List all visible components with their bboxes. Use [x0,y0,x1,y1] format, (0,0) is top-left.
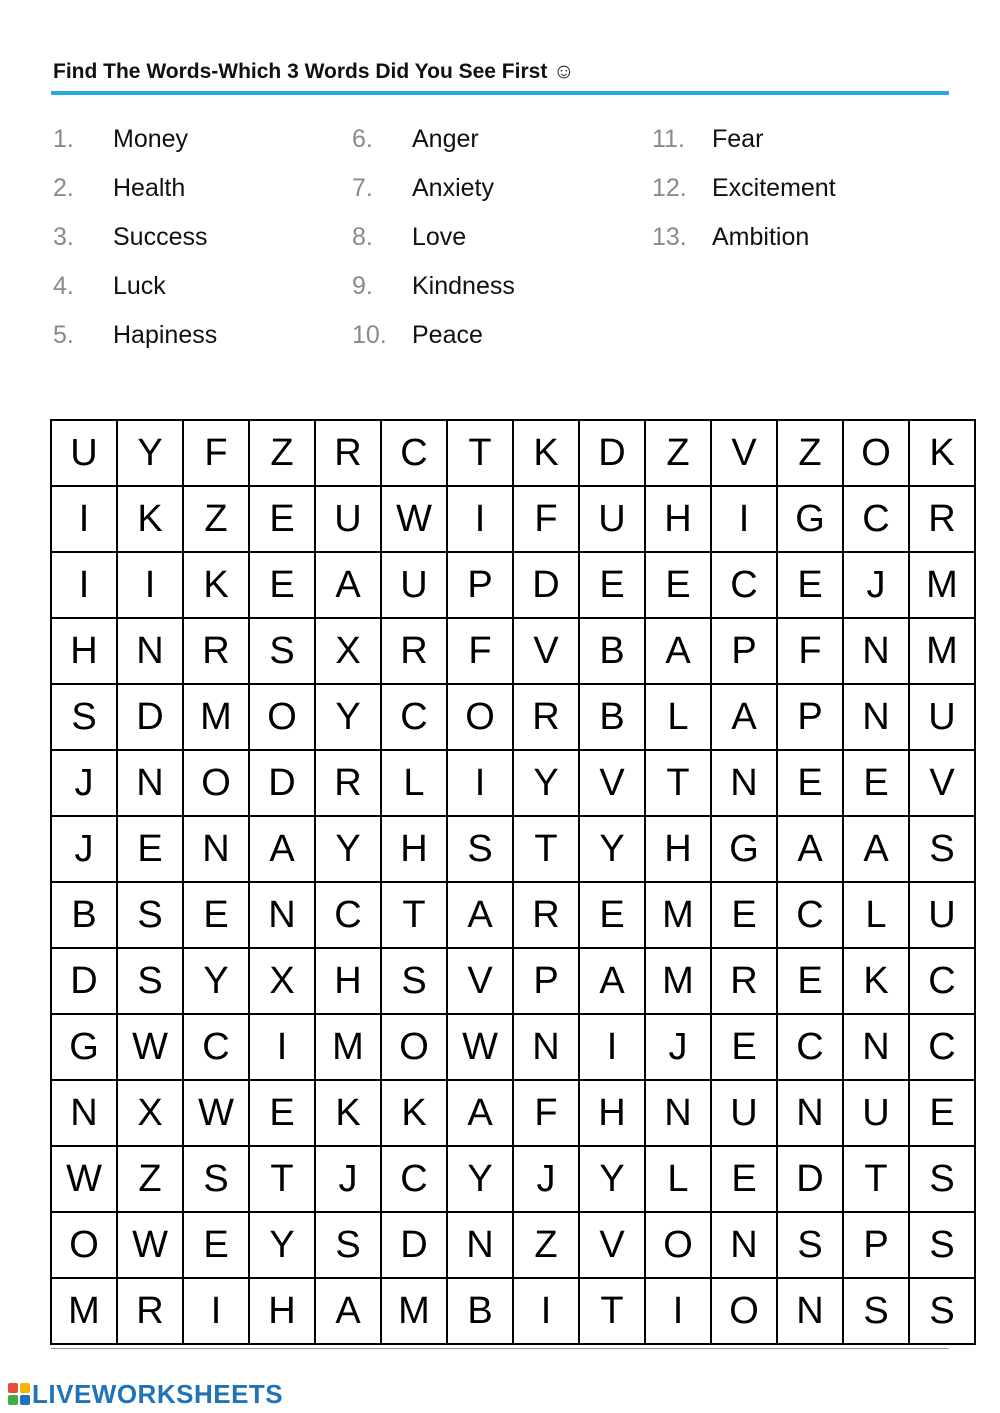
word-number: 12. [652,174,687,202]
grid-cell[interactable]: Z [117,1146,183,1212]
grid-cell[interactable]: I [579,1014,645,1080]
word-number: 7. [352,174,373,202]
word-number: 6. [352,125,373,153]
grid-cell[interactable]: V [579,750,645,816]
grid-cell[interactable]: P [711,618,777,684]
grid-cell[interactable]: M [645,948,711,1014]
grid-row [51,882,975,948]
grid-cell[interactable]: O [447,684,513,750]
grid-cell[interactable]: D [513,552,579,618]
grid-cell[interactable]: H [579,1080,645,1146]
word-text: Peace [412,321,483,349]
grid-cell[interactable]: E [183,882,249,948]
grid-cell[interactable]: G [711,816,777,882]
grid-cell[interactable]: O [843,420,909,486]
grid-cell[interactable]: Y [513,750,579,816]
grid-cell[interactable]: T [513,816,579,882]
grid-cell[interactable]: S [447,816,513,882]
grid-cell[interactable]: H [645,486,711,552]
grid-cell[interactable]: E [777,552,843,618]
grid-cell[interactable]: F [777,618,843,684]
grid-cell[interactable]: S [315,1212,381,1278]
grid-cell[interactable]: V [447,948,513,1014]
grid-cell[interactable]: M [381,1278,447,1344]
grid-cell[interactable]: J [51,750,117,816]
word-number: 1. [53,125,74,153]
grid-cell[interactable]: K [843,948,909,1014]
grid-cell[interactable]: R [711,948,777,1014]
grid-cell[interactable]: O [183,750,249,816]
word-number: 13. [652,223,687,251]
grid-cell[interactable]: E [249,1080,315,1146]
grid-row [51,684,975,750]
grid-cell[interactable]: J [645,1014,711,1080]
grid-cell[interactable]: K [381,1080,447,1146]
grid-cell[interactable]: A [447,1080,513,1146]
grid-cell[interactable]: Y [447,1146,513,1212]
grid-cell[interactable]: E [645,552,711,618]
grid-row [51,1278,975,1344]
grid-cell[interactable]: Z [645,420,711,486]
grid-cell[interactable]: R [513,684,579,750]
word-search-grid [50,419,976,1345]
grid-cell[interactable]: W [117,1014,183,1080]
grid-cell[interactable]: S [909,1146,975,1212]
word-text: Success [113,223,208,251]
word-text: Hapiness [113,321,218,349]
word-text: Anxiety [412,174,494,202]
grid-cell[interactable]: S [381,948,447,1014]
grid-cell[interactable]: D [579,420,645,486]
grid-cell[interactable]: N [711,750,777,816]
grid-cell[interactable]: Y [183,948,249,1014]
grid-cell[interactable]: N [777,1080,843,1146]
grid-cell[interactable]: Y [579,816,645,882]
grid-cell[interactable]: Y [249,1212,315,1278]
grid-cell[interactable]: E [579,552,645,618]
grid-cell[interactable]: C [381,1146,447,1212]
word-number: 5. [53,321,74,349]
word-number: 9. [352,272,373,300]
grid-cell[interactable]: F [513,486,579,552]
grid-cell[interactable]: U [843,1080,909,1146]
grid-cell[interactable]: W [183,1080,249,1146]
grid-cell[interactable]: D [381,1212,447,1278]
grid-row [51,486,975,552]
grid-cell[interactable]: G [777,486,843,552]
grid-cell[interactable]: R [315,750,381,816]
grid-cell[interactable]: E [117,816,183,882]
grid-cell[interactable]: M [909,618,975,684]
grid-cell[interactable]: N [711,1212,777,1278]
grid-cell[interactable]: B [579,618,645,684]
grid-cell[interactable]: O [645,1212,711,1278]
word-number: 3. [53,223,74,251]
grid-cell[interactable]: S [909,816,975,882]
grid-cell[interactable]: H [249,1278,315,1344]
word-text: Health [113,174,186,202]
grid-cell[interactable]: B [447,1278,513,1344]
grid-cell[interactable]: C [909,1014,975,1080]
grid-cell[interactable]: S [249,618,315,684]
grid-cell[interactable]: H [315,948,381,1014]
grid-cell[interactable]: X [249,948,315,1014]
grid-cell[interactable]: D [777,1146,843,1212]
grid-cell[interactable]: N [777,1278,843,1344]
grid-cell[interactable]: P [843,1212,909,1278]
word-text: Ambition [712,223,810,251]
grid-cell[interactable]: J [513,1146,579,1212]
grid-cell[interactable]: G [51,1014,117,1080]
word-number: 8. [352,223,373,251]
grid-cell[interactable]: I [51,552,117,618]
grid-cell[interactable]: N [183,816,249,882]
grid-cell[interactable]: E [711,1146,777,1212]
grid-cell[interactable]: L [645,1146,711,1212]
grid-cell[interactable]: I [249,1014,315,1080]
word-text: Excitement [712,174,836,202]
word-text: Kindness [412,272,515,300]
grid-cell[interactable]: V [711,420,777,486]
grid-cell[interactable]: N [249,882,315,948]
grid-cell[interactable]: Y [117,420,183,486]
grid-cell[interactable]: Z [777,420,843,486]
grid-cell[interactable]: P [777,684,843,750]
grid-cell[interactable]: O [711,1278,777,1344]
grid-cell[interactable]: N [645,1080,711,1146]
grid-cell[interactable]: W [117,1212,183,1278]
grid-cell[interactable]: E [777,948,843,1014]
grid-cell[interactable]: X [315,618,381,684]
logo-square [20,1395,30,1405]
grid-cell[interactable]: P [513,948,579,1014]
grid-cell[interactable]: E [249,486,315,552]
grid-cell[interactable]: N [843,684,909,750]
grid-cell[interactable]: S [909,1278,975,1344]
grid-cell[interactable]: E [249,552,315,618]
grid-cell[interactable]: V [579,1212,645,1278]
grid-cell[interactable]: C [183,1014,249,1080]
grid-cell[interactable]: R [381,618,447,684]
grid-cell[interactable]: J [51,816,117,882]
grid-cell[interactable]: O [51,1212,117,1278]
grid-row [51,420,975,486]
word-text: Fear [712,125,764,153]
grid-cell[interactable]: A [843,816,909,882]
grid-cell[interactable]: V [513,618,579,684]
grid-cell[interactable]: A [315,552,381,618]
grid-cell[interactable]: F [447,618,513,684]
grid-cell[interactable]: N [117,750,183,816]
grid-cell[interactable]: F [183,420,249,486]
grid-cell[interactable]: J [843,552,909,618]
grid-cell[interactable]: Y [579,1146,645,1212]
grid-row [51,1146,975,1212]
grid-cell[interactable]: K [117,486,183,552]
grid-cell[interactable]: T [249,1146,315,1212]
grid-cell[interactable]: I [447,750,513,816]
grid-row [51,618,975,684]
grid-cell[interactable]: H [51,618,117,684]
grid-cell[interactable]: Z [249,420,315,486]
grid-cell[interactable]: C [909,948,975,1014]
grid-row [51,1014,975,1080]
word-number: 10. [352,321,387,349]
grid-cell[interactable]: A [447,882,513,948]
grid-row [51,1080,975,1146]
grid-cell[interactable]: H [381,816,447,882]
grid-cell[interactable]: M [315,1014,381,1080]
grid-cell[interactable]: I [51,486,117,552]
grid-cell[interactable]: P [447,552,513,618]
word-text: Luck [113,272,166,300]
grid-cell[interactable]: R [117,1278,183,1344]
grid-cell[interactable]: S [909,1212,975,1278]
grid-cell[interactable]: E [909,1080,975,1146]
grid-cell[interactable]: R [315,420,381,486]
word-text: Money [113,125,189,153]
grid-cell[interactable]: C [777,882,843,948]
grid-cell[interactable]: S [183,1146,249,1212]
logo-square [8,1383,18,1393]
grid-cell[interactable]: J [315,1146,381,1212]
grid-cell[interactable]: U [315,486,381,552]
grid-cell[interactable]: R [909,486,975,552]
grid-cell[interactable]: S [51,684,117,750]
grid-cell[interactable]: N [51,1080,117,1146]
grid-cell[interactable]: T [381,882,447,948]
grid-cell[interactable]: S [117,948,183,1014]
grid-cell[interactable]: C [843,486,909,552]
page-title: Find The Words-Which 3 Words Did You See First ☺ [53,60,575,83]
grid-cell[interactable]: I [117,552,183,618]
grid-cell[interactable]: K [909,420,975,486]
grid-cell[interactable]: N [117,618,183,684]
grid-cell[interactable]: S [843,1278,909,1344]
logo-square [20,1383,30,1393]
grid-cell[interactable]: W [447,1014,513,1080]
grid-cell[interactable]: L [645,684,711,750]
grid-cell[interactable]: U [51,420,117,486]
grid-cell[interactable]: B [579,684,645,750]
grid-cell[interactable]: R [513,882,579,948]
grid-cell[interactable]: I [513,1278,579,1344]
grid-cell[interactable]: A [777,816,843,882]
grid-cell[interactable]: Z [513,1212,579,1278]
grid-cell[interactable]: S [777,1212,843,1278]
grid-cell[interactable]: N [843,1014,909,1080]
liveworksheets-logo-icon [8,1383,30,1405]
grid-row [51,948,975,1014]
grid-cell[interactable]: M [645,882,711,948]
grid-cell[interactable]: M [183,684,249,750]
grid-cell[interactable]: U [711,1080,777,1146]
grid-cell[interactable]: T [447,420,513,486]
grid-cell[interactable]: C [381,684,447,750]
grid-cell[interactable]: W [51,1146,117,1212]
grid-cell[interactable]: E [711,882,777,948]
logo-text: LIVEWORKSHEETS [32,1378,284,1409]
grid-cell[interactable]: D [51,948,117,1014]
grid-cell[interactable]: O [381,1014,447,1080]
grid-cell[interactable]: U [909,882,975,948]
word-number: 11. [652,125,685,153]
grid-cell[interactable]: B [51,882,117,948]
grid-cell[interactable]: C [315,882,381,948]
grid-cell[interactable]: X [117,1080,183,1146]
word-list [0,0,1000,380]
grid-cell[interactable]: U [579,486,645,552]
grid-cell[interactable]: E [183,1212,249,1278]
grid-cell[interactable]: N [513,1014,579,1080]
grid-cell[interactable]: M [909,552,975,618]
grid-cell[interactable]: E [579,882,645,948]
grid-cell[interactable]: M [51,1278,117,1344]
word-text: Love [412,223,467,251]
grid-cell[interactable]: A [579,948,645,1014]
grid-cell[interactable]: U [381,552,447,618]
grid-cell[interactable]: I [645,1278,711,1344]
grid-cell[interactable]: K [183,552,249,618]
grid-cell[interactable]: C [711,552,777,618]
grid-cell[interactable]: T [843,1146,909,1212]
grid-cell[interactable]: T [579,1278,645,1344]
grid-cell[interactable]: N [447,1212,513,1278]
grid-row [51,750,975,816]
grid-cell[interactable]: C [777,1014,843,1080]
footer-divider [51,1348,949,1349]
grid-cell[interactable]: A [711,684,777,750]
grid-cell[interactable]: F [513,1080,579,1146]
grid-cell[interactable]: V [909,750,975,816]
grid-cell[interactable]: I [183,1278,249,1344]
grid-cell[interactable]: H [645,816,711,882]
grid-row [51,816,975,882]
grid-cell[interactable]: E [843,750,909,816]
grid-cell[interactable]: L [843,882,909,948]
grid-cell[interactable]: I [447,486,513,552]
grid-cell[interactable]: L [381,750,447,816]
logo-square [8,1395,18,1405]
grid-cell[interactable]: K [513,420,579,486]
grid-cell[interactable]: W [381,486,447,552]
grid-cell[interactable]: A [315,1278,381,1344]
grid-cell[interactable]: O [249,684,315,750]
grid-cell[interactable]: K [315,1080,381,1146]
grid-cell[interactable]: D [249,750,315,816]
grid-cell[interactable]: S [117,882,183,948]
word-number: 2. [53,174,74,202]
grid-cell[interactable]: E [711,1014,777,1080]
grid-cell[interactable]: Y [315,684,381,750]
grid-cell[interactable]: I [711,486,777,552]
grid-cell[interactable]: T [645,750,711,816]
grid-cell[interactable]: N [843,618,909,684]
liveworksheets-logo[interactable] [8,1378,284,1409]
grid-cell[interactable]: U [909,684,975,750]
grid-cell[interactable]: A [249,816,315,882]
grid-cell[interactable]: D [117,684,183,750]
grid-cell[interactable]: E [777,750,843,816]
grid-cell[interactable]: C [381,420,447,486]
grid-cell[interactable]: A [645,618,711,684]
grid-cell[interactable]: Z [183,486,249,552]
grid-cell[interactable]: R [183,618,249,684]
grid-cell[interactable]: Y [315,816,381,882]
word-text: Anger [412,125,479,153]
word-number: 4. [53,272,74,300]
grid-row [51,552,975,618]
grid-row [51,1212,975,1278]
